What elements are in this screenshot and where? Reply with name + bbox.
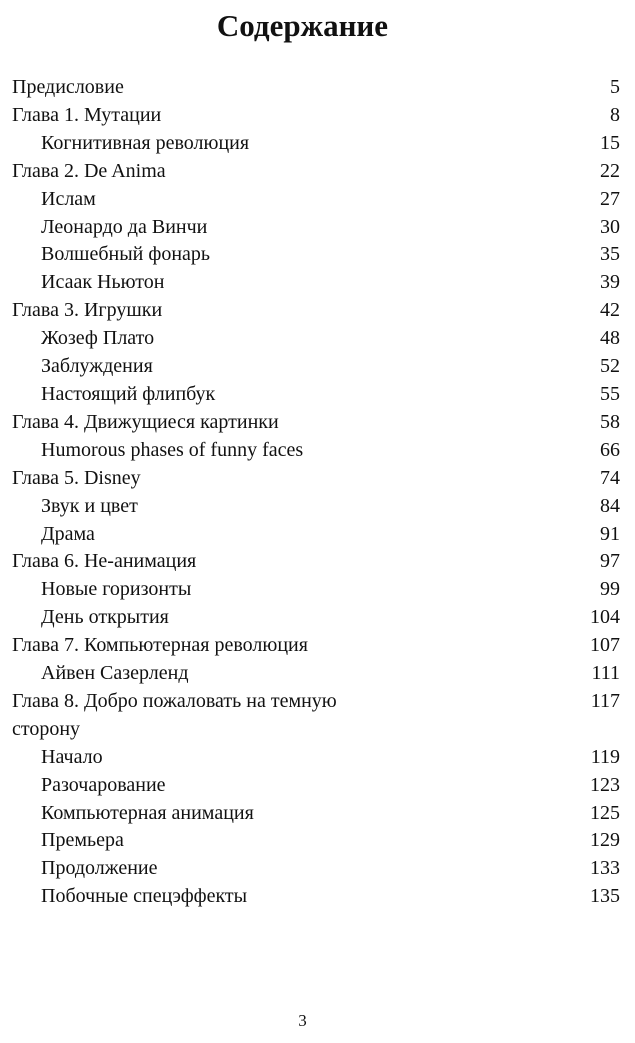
toc-section[interactable] (12, 772, 620, 800)
toc-entry-label: Продолжение (41, 857, 158, 880)
toc-entry-page: 39 (600, 271, 620, 294)
toc-entry-page: 58 (600, 410, 620, 433)
toc-entry-page: 84 (600, 494, 620, 517)
toc-entry-label: Новые горизонты (41, 578, 192, 601)
toc-chapter[interactable] (12, 102, 620, 130)
toc-section[interactable] (12, 437, 620, 465)
toc-entry-label: Глава 4. Движущиеся картинки (12, 410, 279, 433)
toc-entry-label: Глава 2. De Anima (12, 159, 166, 182)
toc-section[interactable] (12, 660, 620, 688)
toc-section[interactable] (12, 325, 620, 353)
toc-entry-page: 5 (610, 76, 620, 98)
toc-section[interactable] (12, 353, 620, 381)
toc-entry-page: 111 (591, 662, 620, 685)
toc-section[interactable] (12, 493, 620, 521)
toc-section[interactable] (12, 214, 620, 242)
toc-section[interactable] (12, 800, 620, 828)
toc-entry-page: 133 (590, 857, 620, 880)
toc-section[interactable] (12, 241, 620, 269)
toc-chapter[interactable] (12, 158, 620, 186)
toc-entry-label: Звук и цвет (41, 494, 138, 517)
toc-section[interactable] (12, 855, 620, 883)
toc-entry-label: Исаак Ньютон (41, 271, 165, 294)
toc-section[interactable] (12, 604, 620, 632)
toc-entry-label: Когнитивная революция (41, 131, 250, 154)
toc-entry-label: Премьера (41, 829, 124, 852)
toc-entry-page: 91 (600, 522, 620, 545)
toc-entry-page: 119 (590, 745, 620, 768)
toc-entry-page: 135 (590, 885, 620, 908)
toc-entry-label: Компьютерная анимация (41, 801, 254, 824)
toc-entry-page: 97 (600, 550, 620, 573)
toc-section[interactable] (12, 576, 620, 604)
toc-entry-page: 35 (600, 243, 620, 266)
page-number: 3 (298, 1011, 307, 1030)
toc-entry-page: 123 (590, 773, 620, 796)
toc-entry-page: 117 (590, 689, 620, 712)
toc-chapter[interactable] (12, 297, 620, 325)
toc-entry-label: Разочарование (41, 773, 166, 796)
toc-entry-label: Глава 5. Disney (12, 466, 141, 489)
toc-entry-page: 27 (600, 187, 620, 210)
toc-entry-label: Айвен Сазерленд (41, 662, 189, 685)
toc-chapter[interactable] (12, 632, 620, 660)
toc-entry-page: 74 (600, 466, 620, 489)
toc-entry-label: Волшебный фонарь (41, 243, 211, 266)
toc-entry-label: День открытия (41, 606, 169, 629)
toc-section[interactable] (12, 744, 620, 772)
toc-entry-label: Humorous phases of funny faces (41, 438, 304, 461)
toc-entry-page: 22 (600, 159, 620, 182)
toc-entry-label: Глава 3. Игрушки (12, 299, 163, 322)
toc-entry-label: Глава 8. Добро пожаловать на темную сторону (12, 689, 337, 740)
toc-entry-label: Начало (41, 745, 103, 768)
toc-entry-page: 30 (600, 215, 620, 238)
toc-entry[interactable] (12, 74, 620, 102)
toc-entry-label: Предисловие (12, 76, 124, 98)
toc-section[interactable] (12, 269, 620, 297)
toc-entry-page: 48 (600, 327, 620, 350)
toc-section[interactable] (12, 521, 620, 549)
toc-entry-label: Настоящий флипбук (41, 382, 216, 405)
toc-entry-label: Глава 1. Мутации (12, 103, 162, 126)
toc-section[interactable] (12, 186, 620, 214)
toc-entry-page: 107 (590, 634, 620, 657)
toc-chapter[interactable] (12, 548, 620, 576)
toc-section[interactable] (12, 381, 620, 409)
toc-entry-page: 42 (600, 299, 620, 322)
table-of-contents (12, 74, 620, 911)
toc-entry-page: 66 (600, 438, 620, 461)
toc-entry-label: Глава 6. Не-анимация (12, 550, 197, 573)
toc-section[interactable] (12, 827, 620, 855)
toc-chapter[interactable] (12, 465, 620, 493)
toc-entry-label: Заблуждения (41, 355, 153, 378)
toc-entry-page: 99 (600, 578, 620, 601)
toc-section[interactable] (12, 130, 620, 158)
toc-entry-page: 55 (600, 382, 620, 405)
toc-entry-page: 104 (590, 606, 620, 629)
toc-entry-page: 8 (610, 103, 620, 126)
toc-entry-page: 129 (590, 829, 620, 852)
toc-entry-label: Жозеф Плато (41, 327, 155, 350)
toc-entry-label: Леонардо да Винчи (41, 215, 208, 238)
page-title: Содержание (216, 8, 389, 43)
toc-entry-page: 52 (600, 355, 620, 378)
toc-entry-label: Глава 7. Компьютерная революция (12, 634, 308, 657)
toc-entry-label: Драма (41, 522, 95, 545)
toc-chapter[interactable] (12, 688, 620, 744)
toc-section[interactable] (12, 883, 620, 911)
toc-entry-page: 125 (590, 801, 620, 824)
toc-entry-label: Ислам (41, 187, 96, 210)
toc-entry-page: 15 (600, 131, 620, 154)
toc-entry-label: Побочные спецэффекты (41, 885, 248, 908)
toc-chapter[interactable] (12, 409, 620, 437)
